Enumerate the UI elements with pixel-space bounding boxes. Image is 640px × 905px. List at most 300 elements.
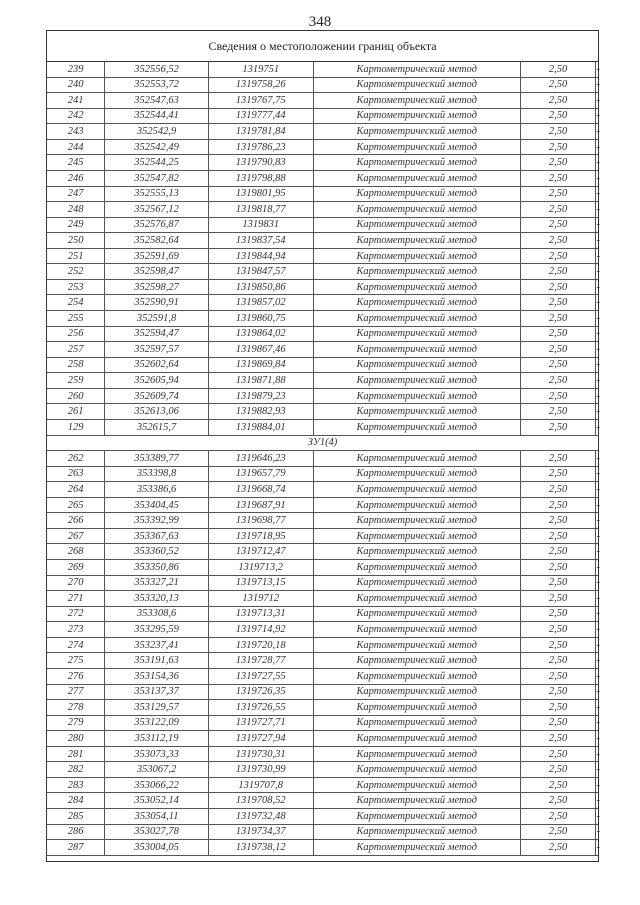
y-coordinate-cell: 1319732,48: [208, 809, 313, 825]
table-row: [47, 248, 598, 264]
method-cell: Картометрический метод: [313, 248, 520, 264]
x-coordinate-cell: 352594,47: [105, 326, 209, 342]
method-cell: Картометрический метод: [313, 202, 520, 218]
method-cell: Картометрический метод: [313, 637, 520, 653]
x-coordinate-cell: 353067,2: [105, 762, 209, 778]
point-number-cell: 256: [47, 326, 105, 342]
description-cell: -: [596, 419, 598, 435]
x-coordinate-cell: 352598,47: [105, 264, 209, 280]
description-cell: -: [596, 311, 598, 327]
accuracy-cell: 2,50: [520, 606, 596, 622]
table-row: [47, 108, 598, 124]
description-cell: -: [596, 731, 598, 747]
x-coordinate-cell: 352590,91: [105, 295, 209, 311]
accuracy-cell: 2,50: [520, 809, 596, 825]
method-cell: Картометрический метод: [313, 357, 520, 373]
accuracy-cell: 2,50: [520, 124, 596, 140]
x-coordinate-cell: 352591,69: [105, 248, 209, 264]
table-row: [47, 497, 598, 513]
y-coordinate-cell: 1319831: [208, 217, 313, 233]
method-cell: Картометрический метод: [313, 528, 520, 544]
point-number-cell: 260: [47, 388, 105, 404]
y-coordinate-cell: 1319777,44: [208, 108, 313, 124]
y-coordinate-cell: 1319720,18: [208, 637, 313, 653]
accuracy-cell: 2,50: [520, 793, 596, 809]
method-cell: Картометрический метод: [313, 809, 520, 825]
point-number-cell: 249: [47, 217, 105, 233]
y-coordinate-cell: 1319857,02: [208, 295, 313, 311]
y-coordinate-cell: 1319646,23: [208, 451, 313, 467]
table-row: [47, 404, 598, 420]
accuracy-cell: 2,50: [520, 575, 596, 591]
description-cell: -: [596, 108, 598, 124]
x-coordinate-cell: 352544,41: [105, 108, 209, 124]
table-row: [47, 513, 598, 529]
y-coordinate-cell: 1319708,52: [208, 793, 313, 809]
y-coordinate-cell: 1319790,83: [208, 155, 313, 171]
x-coordinate-cell: 352576,87: [105, 217, 209, 233]
accuracy-cell: 2,50: [520, 560, 596, 576]
table-row: [47, 809, 598, 825]
description-cell: -: [596, 342, 598, 358]
table-row: [47, 279, 598, 295]
point-number-cell: 262: [47, 451, 105, 467]
description-cell: -: [596, 684, 598, 700]
x-coordinate-cell: 352553,72: [105, 77, 209, 93]
y-coordinate-cell: 1319712,47: [208, 544, 313, 560]
description-cell: -: [596, 466, 598, 482]
description-cell: -: [596, 575, 598, 591]
y-coordinate-cell: 1319713,15: [208, 575, 313, 591]
table-row: [47, 62, 598, 77]
accuracy-cell: 2,50: [520, 513, 596, 529]
point-number-cell: 244: [47, 139, 105, 155]
x-coordinate-cell: 353320,13: [105, 591, 209, 607]
point-number-cell: 248: [47, 202, 105, 218]
method-cell: Картометрический метод: [313, 466, 520, 482]
point-number-cell: 245: [47, 155, 105, 171]
y-coordinate-cell: 1319867,46: [208, 342, 313, 358]
method-cell: Картометрический метод: [313, 762, 520, 778]
point-number-cell: 277: [47, 684, 105, 700]
method-cell: Картометрический метод: [313, 700, 520, 716]
x-coordinate-cell: 352615,7: [105, 419, 209, 435]
x-coordinate-cell: 353073,33: [105, 746, 209, 762]
description-cell: -: [596, 840, 598, 856]
accuracy-cell: 2,50: [520, 668, 596, 684]
accuracy-cell: 2,50: [520, 170, 596, 186]
method-cell: Картометрический метод: [313, 746, 520, 762]
point-number-cell: 284: [47, 793, 105, 809]
point-number-cell: 265: [47, 497, 105, 513]
y-coordinate-cell: 1319726,35: [208, 684, 313, 700]
y-coordinate-cell: 1319738,12: [208, 840, 313, 856]
x-coordinate-cell: 353122,09: [105, 715, 209, 731]
table-row: [47, 622, 598, 638]
y-coordinate-cell: 1319727,71: [208, 715, 313, 731]
description-cell: -: [596, 700, 598, 716]
description-cell: -: [596, 715, 598, 731]
accuracy-cell: 2,50: [520, 715, 596, 731]
accuracy-cell: 2,50: [520, 451, 596, 467]
x-coordinate-cell: 353367,63: [105, 528, 209, 544]
x-coordinate-cell: 352567,12: [105, 202, 209, 218]
y-coordinate-cell: 1319758,26: [208, 77, 313, 93]
method-cell: Картометрический метод: [313, 264, 520, 280]
method-cell: Картометрический метод: [313, 93, 520, 109]
table-row: [47, 373, 598, 389]
table-row: [47, 124, 598, 140]
point-number-cell: 267: [47, 528, 105, 544]
table-row: [47, 342, 598, 358]
x-coordinate-cell: 353052,14: [105, 793, 209, 809]
description-cell: -: [596, 560, 598, 576]
description-cell: -: [596, 544, 598, 560]
description-cell: -: [596, 482, 598, 498]
table-row: [47, 170, 598, 186]
table-row: [47, 762, 598, 778]
description-cell: -: [596, 809, 598, 825]
x-coordinate-cell: 353308,6: [105, 606, 209, 622]
description-cell: -: [596, 186, 598, 202]
method-cell: Картометрический метод: [313, 544, 520, 560]
y-coordinate-cell: 1319801,95: [208, 186, 313, 202]
method-cell: Картометрический метод: [313, 591, 520, 607]
point-number-cell: 239: [47, 62, 105, 77]
y-coordinate-cell: 1319726,55: [208, 700, 313, 716]
description-cell: -: [596, 668, 598, 684]
table-row: [47, 606, 598, 622]
point-number-cell: 287: [47, 840, 105, 856]
point-number-cell: 270: [47, 575, 105, 591]
table-row: [47, 311, 598, 327]
y-coordinate-cell: 1319879,23: [208, 388, 313, 404]
description-cell: -: [596, 637, 598, 653]
description-cell: -: [596, 217, 598, 233]
method-cell: Картометрический метод: [313, 124, 520, 140]
x-coordinate-cell: 353154,36: [105, 668, 209, 684]
accuracy-cell: 2,50: [520, 824, 596, 840]
y-coordinate-cell: 1319718,95: [208, 528, 313, 544]
table-row: [47, 793, 598, 809]
table-row: [47, 528, 598, 544]
y-coordinate-cell: 1319798,88: [208, 170, 313, 186]
accuracy-cell: 2,50: [520, 404, 596, 420]
accuracy-cell: 2,50: [520, 700, 596, 716]
point-number-cell: 261: [47, 404, 105, 420]
accuracy-cell: 2,50: [520, 217, 596, 233]
table-row: [47, 466, 598, 482]
table-row: [47, 482, 598, 498]
accuracy-cell: 2,50: [520, 108, 596, 124]
method-cell: Картометрический метод: [313, 279, 520, 295]
description-cell: -: [596, 279, 598, 295]
section-row: [47, 435, 598, 451]
method-cell: Картометрический метод: [313, 622, 520, 638]
method-cell: Картометрический метод: [313, 326, 520, 342]
accuracy-cell: 2,50: [520, 342, 596, 358]
method-cell: Картометрический метод: [313, 170, 520, 186]
description-cell: -: [596, 357, 598, 373]
y-coordinate-cell: 1319687,91: [208, 497, 313, 513]
point-number-cell: 283: [47, 777, 105, 793]
method-cell: Картометрический метод: [313, 186, 520, 202]
point-number-cell: 247: [47, 186, 105, 202]
point-number-cell: 266: [47, 513, 105, 529]
accuracy-cell: 2,50: [520, 419, 596, 435]
table-row: [47, 217, 598, 233]
y-coordinate-cell: 1319712: [208, 591, 313, 607]
point-number-cell: 243: [47, 124, 105, 140]
y-coordinate-cell: 1319837,54: [208, 233, 313, 249]
point-number-cell: 273: [47, 622, 105, 638]
y-coordinate-cell: 1319751: [208, 62, 313, 77]
accuracy-cell: 2,50: [520, 62, 596, 77]
point-number-cell: 280: [47, 731, 105, 747]
description-cell: -: [596, 202, 598, 218]
point-number-cell: 276: [47, 668, 105, 684]
table-row: [47, 746, 598, 762]
accuracy-cell: 2,50: [520, 591, 596, 607]
point-number-cell: 242: [47, 108, 105, 124]
x-coordinate-cell: 353360,52: [105, 544, 209, 560]
method-cell: Картометрический метод: [313, 108, 520, 124]
y-coordinate-cell: 1319860,75: [208, 311, 313, 327]
table-row: [47, 700, 598, 716]
method-cell: Картометрический метод: [313, 373, 520, 389]
description-cell: -: [596, 77, 598, 93]
point-number-cell: 285: [47, 809, 105, 825]
table-row: [47, 575, 598, 591]
y-coordinate-cell: 1319781,84: [208, 124, 313, 140]
accuracy-cell: 2,50: [520, 233, 596, 249]
y-coordinate-cell: 1319734,37: [208, 824, 313, 840]
method-cell: Картометрический метод: [313, 155, 520, 171]
y-coordinate-cell: 1319871,88: [208, 373, 313, 389]
point-number-cell: 254: [47, 295, 105, 311]
y-coordinate-cell: 1319698,77: [208, 513, 313, 529]
accuracy-cell: 2,50: [520, 684, 596, 700]
x-coordinate-cell: 353350,86: [105, 560, 209, 576]
table-row: [47, 451, 598, 467]
method-cell: Картометрический метод: [313, 560, 520, 576]
y-coordinate-cell: 1319850,86: [208, 279, 313, 295]
table-row: [47, 731, 598, 747]
point-number-cell: 286: [47, 824, 105, 840]
x-coordinate-cell: 353112,19: [105, 731, 209, 747]
table-row: [47, 668, 598, 684]
method-cell: Картометрический метод: [313, 482, 520, 498]
point-number-cell: 252: [47, 264, 105, 280]
x-coordinate-cell: 352542,49: [105, 139, 209, 155]
method-cell: Картометрический метод: [313, 388, 520, 404]
point-number-cell: 279: [47, 715, 105, 731]
x-coordinate-cell: 352544,25: [105, 155, 209, 171]
accuracy-cell: 2,50: [520, 528, 596, 544]
x-coordinate-cell: 353327,21: [105, 575, 209, 591]
y-coordinate-cell: 1319882,93: [208, 404, 313, 420]
accuracy-cell: 2,50: [520, 373, 596, 389]
accuracy-cell: 2,50: [520, 731, 596, 747]
point-number-cell: 275: [47, 653, 105, 669]
table-row: [47, 637, 598, 653]
method-cell: Картометрический метод: [313, 606, 520, 622]
table-row: [47, 264, 598, 280]
y-coordinate-cell: 1319869,84: [208, 357, 313, 373]
y-coordinate-cell: 1319727,55: [208, 668, 313, 684]
accuracy-cell: 2,50: [520, 637, 596, 653]
method-cell: Картометрический метод: [313, 451, 520, 467]
point-number-cell: 129: [47, 419, 105, 435]
table-row: [47, 544, 598, 560]
x-coordinate-cell: 352555,13: [105, 186, 209, 202]
method-cell: Картометрический метод: [313, 824, 520, 840]
x-coordinate-cell: 352613,06: [105, 404, 209, 420]
description-cell: -: [596, 762, 598, 778]
table-row: [47, 139, 598, 155]
x-coordinate-cell: 352542,9: [105, 124, 209, 140]
description-cell: -: [596, 155, 598, 171]
description-cell: -: [596, 233, 598, 249]
accuracy-cell: 2,50: [520, 762, 596, 778]
description-cell: -: [596, 513, 598, 529]
description-cell: -: [596, 139, 598, 155]
accuracy-cell: 2,50: [520, 544, 596, 560]
y-coordinate-cell: 1319864,02: [208, 326, 313, 342]
point-number-cell: 268: [47, 544, 105, 560]
method-cell: Картометрический метод: [313, 342, 520, 358]
table-row: [47, 715, 598, 731]
table-row: [47, 357, 598, 373]
x-coordinate-cell: 353386,6: [105, 482, 209, 498]
method-cell: Картометрический метод: [313, 668, 520, 684]
accuracy-cell: 2,50: [520, 388, 596, 404]
y-coordinate-cell: 1319844,94: [208, 248, 313, 264]
y-coordinate-cell: 1319657,79: [208, 466, 313, 482]
x-coordinate-cell: 353237,41: [105, 637, 209, 653]
accuracy-cell: 2,50: [520, 840, 596, 856]
table-row: [47, 77, 598, 93]
point-number-cell: 255: [47, 311, 105, 327]
table-row: [47, 560, 598, 576]
table-row: [47, 295, 598, 311]
point-number-cell: 259: [47, 373, 105, 389]
x-coordinate-cell: 353137,37: [105, 684, 209, 700]
table-row: [47, 93, 598, 109]
description-cell: -: [596, 606, 598, 622]
description-cell: -: [596, 124, 598, 140]
point-number-cell: 253: [47, 279, 105, 295]
accuracy-cell: 2,50: [520, 93, 596, 109]
description-cell: -: [596, 404, 598, 420]
point-number-cell: 272: [47, 606, 105, 622]
point-number-cell: 263: [47, 466, 105, 482]
section-label: ЗУ1(4): [47, 435, 598, 451]
method-cell: Картометрический метод: [313, 295, 520, 311]
description-cell: -: [596, 62, 598, 77]
x-coordinate-cell: 353066,22: [105, 777, 209, 793]
point-number-cell: 241: [47, 93, 105, 109]
y-coordinate-cell: 1319730,31: [208, 746, 313, 762]
x-coordinate-cell: 353027,78: [105, 824, 209, 840]
point-number-cell: 250: [47, 233, 105, 249]
y-coordinate-cell: 1319786,23: [208, 139, 313, 155]
accuracy-cell: 2,50: [520, 777, 596, 793]
x-coordinate-cell: 352556,52: [105, 62, 209, 77]
y-coordinate-cell: 1319707,8: [208, 777, 313, 793]
method-cell: Картометрический метод: [313, 653, 520, 669]
x-coordinate-cell: 352597,57: [105, 342, 209, 358]
y-coordinate-cell: 1319847,57: [208, 264, 313, 280]
method-cell: Картометрический метод: [313, 793, 520, 809]
method-cell: Картометрический метод: [313, 840, 520, 856]
accuracy-cell: 2,50: [520, 279, 596, 295]
table-row: [47, 419, 598, 435]
table-row: [47, 591, 598, 607]
accuracy-cell: 2,50: [520, 248, 596, 264]
description-cell: -: [596, 170, 598, 186]
table-row: [47, 388, 598, 404]
x-coordinate-cell: 353004,05: [105, 840, 209, 856]
table-row: [47, 653, 598, 669]
method-cell: Картометрический метод: [313, 513, 520, 529]
point-number-cell: 251: [47, 248, 105, 264]
x-coordinate-cell: 352598,27: [105, 279, 209, 295]
y-coordinate-cell: 1319818,77: [208, 202, 313, 218]
accuracy-cell: 2,50: [520, 77, 596, 93]
x-coordinate-cell: 353129,57: [105, 700, 209, 716]
method-cell: Картометрический метод: [313, 684, 520, 700]
accuracy-cell: 2,50: [520, 295, 596, 311]
table-title: Сведения о местоположении границ объекта: [47, 31, 598, 62]
x-coordinate-cell: 353392,99: [105, 513, 209, 529]
description-cell: -: [596, 264, 598, 280]
x-coordinate-cell: 352582,64: [105, 233, 209, 249]
method-cell: Картометрический метод: [313, 777, 520, 793]
table-row: [47, 155, 598, 171]
method-cell: Картометрический метод: [313, 575, 520, 591]
description-cell: -: [596, 373, 598, 389]
description-cell: -: [596, 622, 598, 638]
method-cell: Картометрический метод: [313, 217, 520, 233]
page-number: 348: [308, 14, 332, 30]
point-number-cell: 240: [47, 77, 105, 93]
accuracy-cell: 2,50: [520, 264, 596, 280]
method-cell: Картометрический метод: [313, 62, 520, 77]
x-coordinate-cell: 353404,45: [105, 497, 209, 513]
x-coordinate-cell: 353398,8: [105, 466, 209, 482]
accuracy-cell: 2,50: [520, 139, 596, 155]
point-number-cell: 257: [47, 342, 105, 358]
description-cell: -: [596, 93, 598, 109]
description-cell: -: [596, 793, 598, 809]
accuracy-cell: 2,50: [520, 482, 596, 498]
table-row: [47, 840, 598, 856]
description-cell: -: [596, 746, 598, 762]
table-row: [47, 233, 598, 249]
description-cell: -: [596, 497, 598, 513]
x-coordinate-cell: 353054,11: [105, 809, 209, 825]
method-cell: Картометрический метод: [313, 311, 520, 327]
x-coordinate-cell: 352605,94: [105, 373, 209, 389]
description-cell: -: [596, 295, 598, 311]
accuracy-cell: 2,50: [520, 746, 596, 762]
x-coordinate-cell: 353191,63: [105, 653, 209, 669]
description-cell: -: [596, 591, 598, 607]
description-cell: -: [596, 326, 598, 342]
coordinates-table: [46, 30, 599, 862]
point-number-cell: 269: [47, 560, 105, 576]
